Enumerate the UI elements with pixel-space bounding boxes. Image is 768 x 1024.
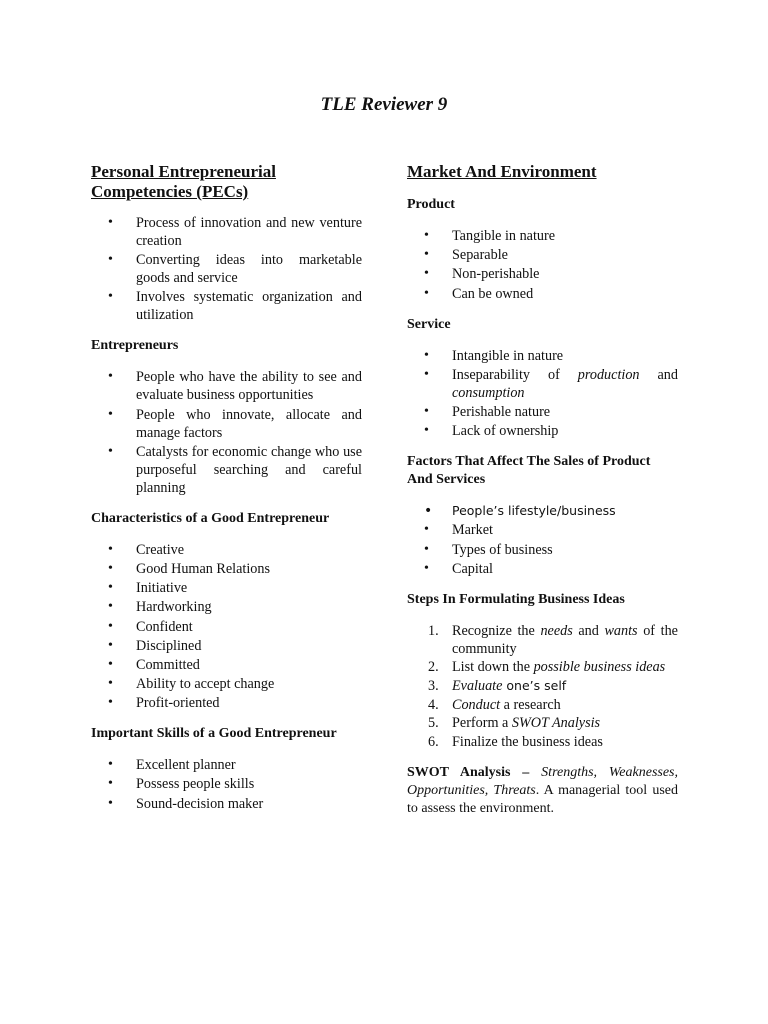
text-run: a research — [500, 696, 561, 713]
step-number: 3. — [428, 678, 439, 695]
step-number: 1. — [428, 622, 439, 639]
swot-description: . A managerial tool used to assess the environment. — [407, 783, 678, 817]
list-item: • Possess people skills — [136, 775, 362, 793]
list-item: • Disciplined — [136, 637, 362, 655]
list-item: • Creative — [136, 541, 362, 559]
text-run: Perform a — [452, 715, 512, 732]
left-column — [91, 162, 362, 826]
list-item: • Separable — [452, 246, 678, 264]
list-item: • Can be owned — [452, 285, 678, 303]
swot-paragraph — [407, 764, 678, 818]
list-item — [428, 696, 678, 714]
text-run: Finalize the business ideas — [452, 734, 603, 751]
text-run-emphasis: SWOT Analysis — [511, 715, 601, 732]
market-section-title: Market And Environment — [407, 162, 597, 181]
list-item: • People who innovate, allocate and manage factors — [136, 406, 362, 442]
text-run-emphasis: Conduct — [452, 696, 501, 713]
text-run: and — [639, 366, 678, 383]
list-item: • Tangible in nature — [452, 227, 678, 245]
product-list — [407, 227, 678, 303]
list-item: • Catalysts for economic change who use purposeful searching and careful planning — [136, 443, 362, 497]
list-item: • Intangible in nature — [452, 347, 678, 365]
list-item: • Sound-decision maker — [136, 795, 362, 813]
skills-list — [91, 756, 362, 812]
list-item — [428, 714, 678, 732]
text-run-emphasis: wants — [604, 622, 638, 639]
pecs-section-title — [91, 162, 362, 202]
list-item — [452, 366, 678, 402]
text-run-emphasis: production — [577, 366, 640, 383]
list-item: • Types of business — [452, 541, 678, 559]
text-run: one’s self — [502, 678, 567, 694]
factors-list — [407, 502, 678, 578]
page-title: TLE Reviewer 9 — [320, 94, 448, 115]
list-item — [428, 733, 678, 751]
step-number: 2. — [428, 659, 439, 676]
list-item — [428, 658, 678, 676]
list-item: • Market — [452, 521, 678, 539]
pecs-title-line1: Personal Entrepreneurial — [91, 162, 276, 181]
list-item: • Excellent planner — [136, 756, 362, 774]
skills-heading: Important Skills of a Good Entrepreneur — [91, 726, 337, 742]
factors-heading: Factors That Affect The Sales of Product And Services — [407, 454, 651, 488]
list-item: • Capital — [452, 560, 678, 578]
list-item: • Hardworking — [136, 598, 362, 616]
list-item: • Converting ideas into marketable goods and service — [136, 251, 362, 287]
step-number: 6. — [428, 734, 439, 751]
list-item: • People who have the ability to see and evaluate business opportunities — [136, 368, 362, 404]
service-heading: Service — [407, 316, 451, 332]
text-run-emphasis: consumption — [452, 384, 525, 401]
text-run-emphasis: Evaluate — [452, 678, 503, 695]
characteristics-list — [91, 541, 362, 713]
pecs-list — [91, 214, 362, 324]
list-item: • Process of innovation and new venture creation — [136, 214, 362, 250]
entrepreneurs-heading: Entrepreneurs — [91, 338, 179, 354]
list-item — [428, 622, 678, 658]
text-run-emphasis: needs — [540, 622, 573, 639]
pecs-title-line2: Competencies (PECs) — [91, 182, 249, 201]
swot-terms: Strengths, Weaknesses, Opportunities, Threats — [407, 765, 679, 799]
list-item: • Initiative — [136, 579, 362, 597]
text-run: List down the — [452, 659, 534, 676]
text-run: Recognize the — [452, 622, 541, 639]
characteristics-heading: Characteristics of a Good Entrepreneur — [91, 510, 330, 526]
list-item: • Involves systematic organization and utilization — [136, 288, 362, 324]
step-number: 5. — [428, 715, 439, 732]
step-number: 4. — [428, 696, 439, 713]
list-item: • Good Human Relations — [136, 560, 362, 578]
list-item — [428, 677, 678, 695]
list-item: • Non-perishable — [452, 265, 678, 283]
list-item: • Perishable nature — [452, 403, 678, 421]
list-item: • Confident — [136, 618, 362, 636]
text-run: and — [572, 622, 605, 639]
list-item: • Committed — [136, 656, 362, 674]
list-item: • Ability to accept change — [136, 675, 362, 693]
entrepreneurs-list — [91, 368, 362, 496]
text-run: of the community — [452, 622, 678, 657]
list-item: • People’s lifestyle/business — [452, 502, 678, 520]
steps-list — [407, 622, 678, 751]
list-item: • Lack of ownership — [452, 422, 678, 440]
text-run: Inseparability of — [452, 366, 578, 383]
service-list — [407, 347, 678, 441]
product-heading: Product — [407, 197, 455, 212]
right-column — [407, 162, 678, 818]
steps-heading: Steps In Formulating Business Ideas — [407, 591, 625, 607]
swot-label: SWOT Analysis – — [407, 765, 530, 781]
list-item: • Profit-oriented — [136, 694, 362, 712]
text-run-emphasis: possible business ideas — [533, 659, 666, 676]
